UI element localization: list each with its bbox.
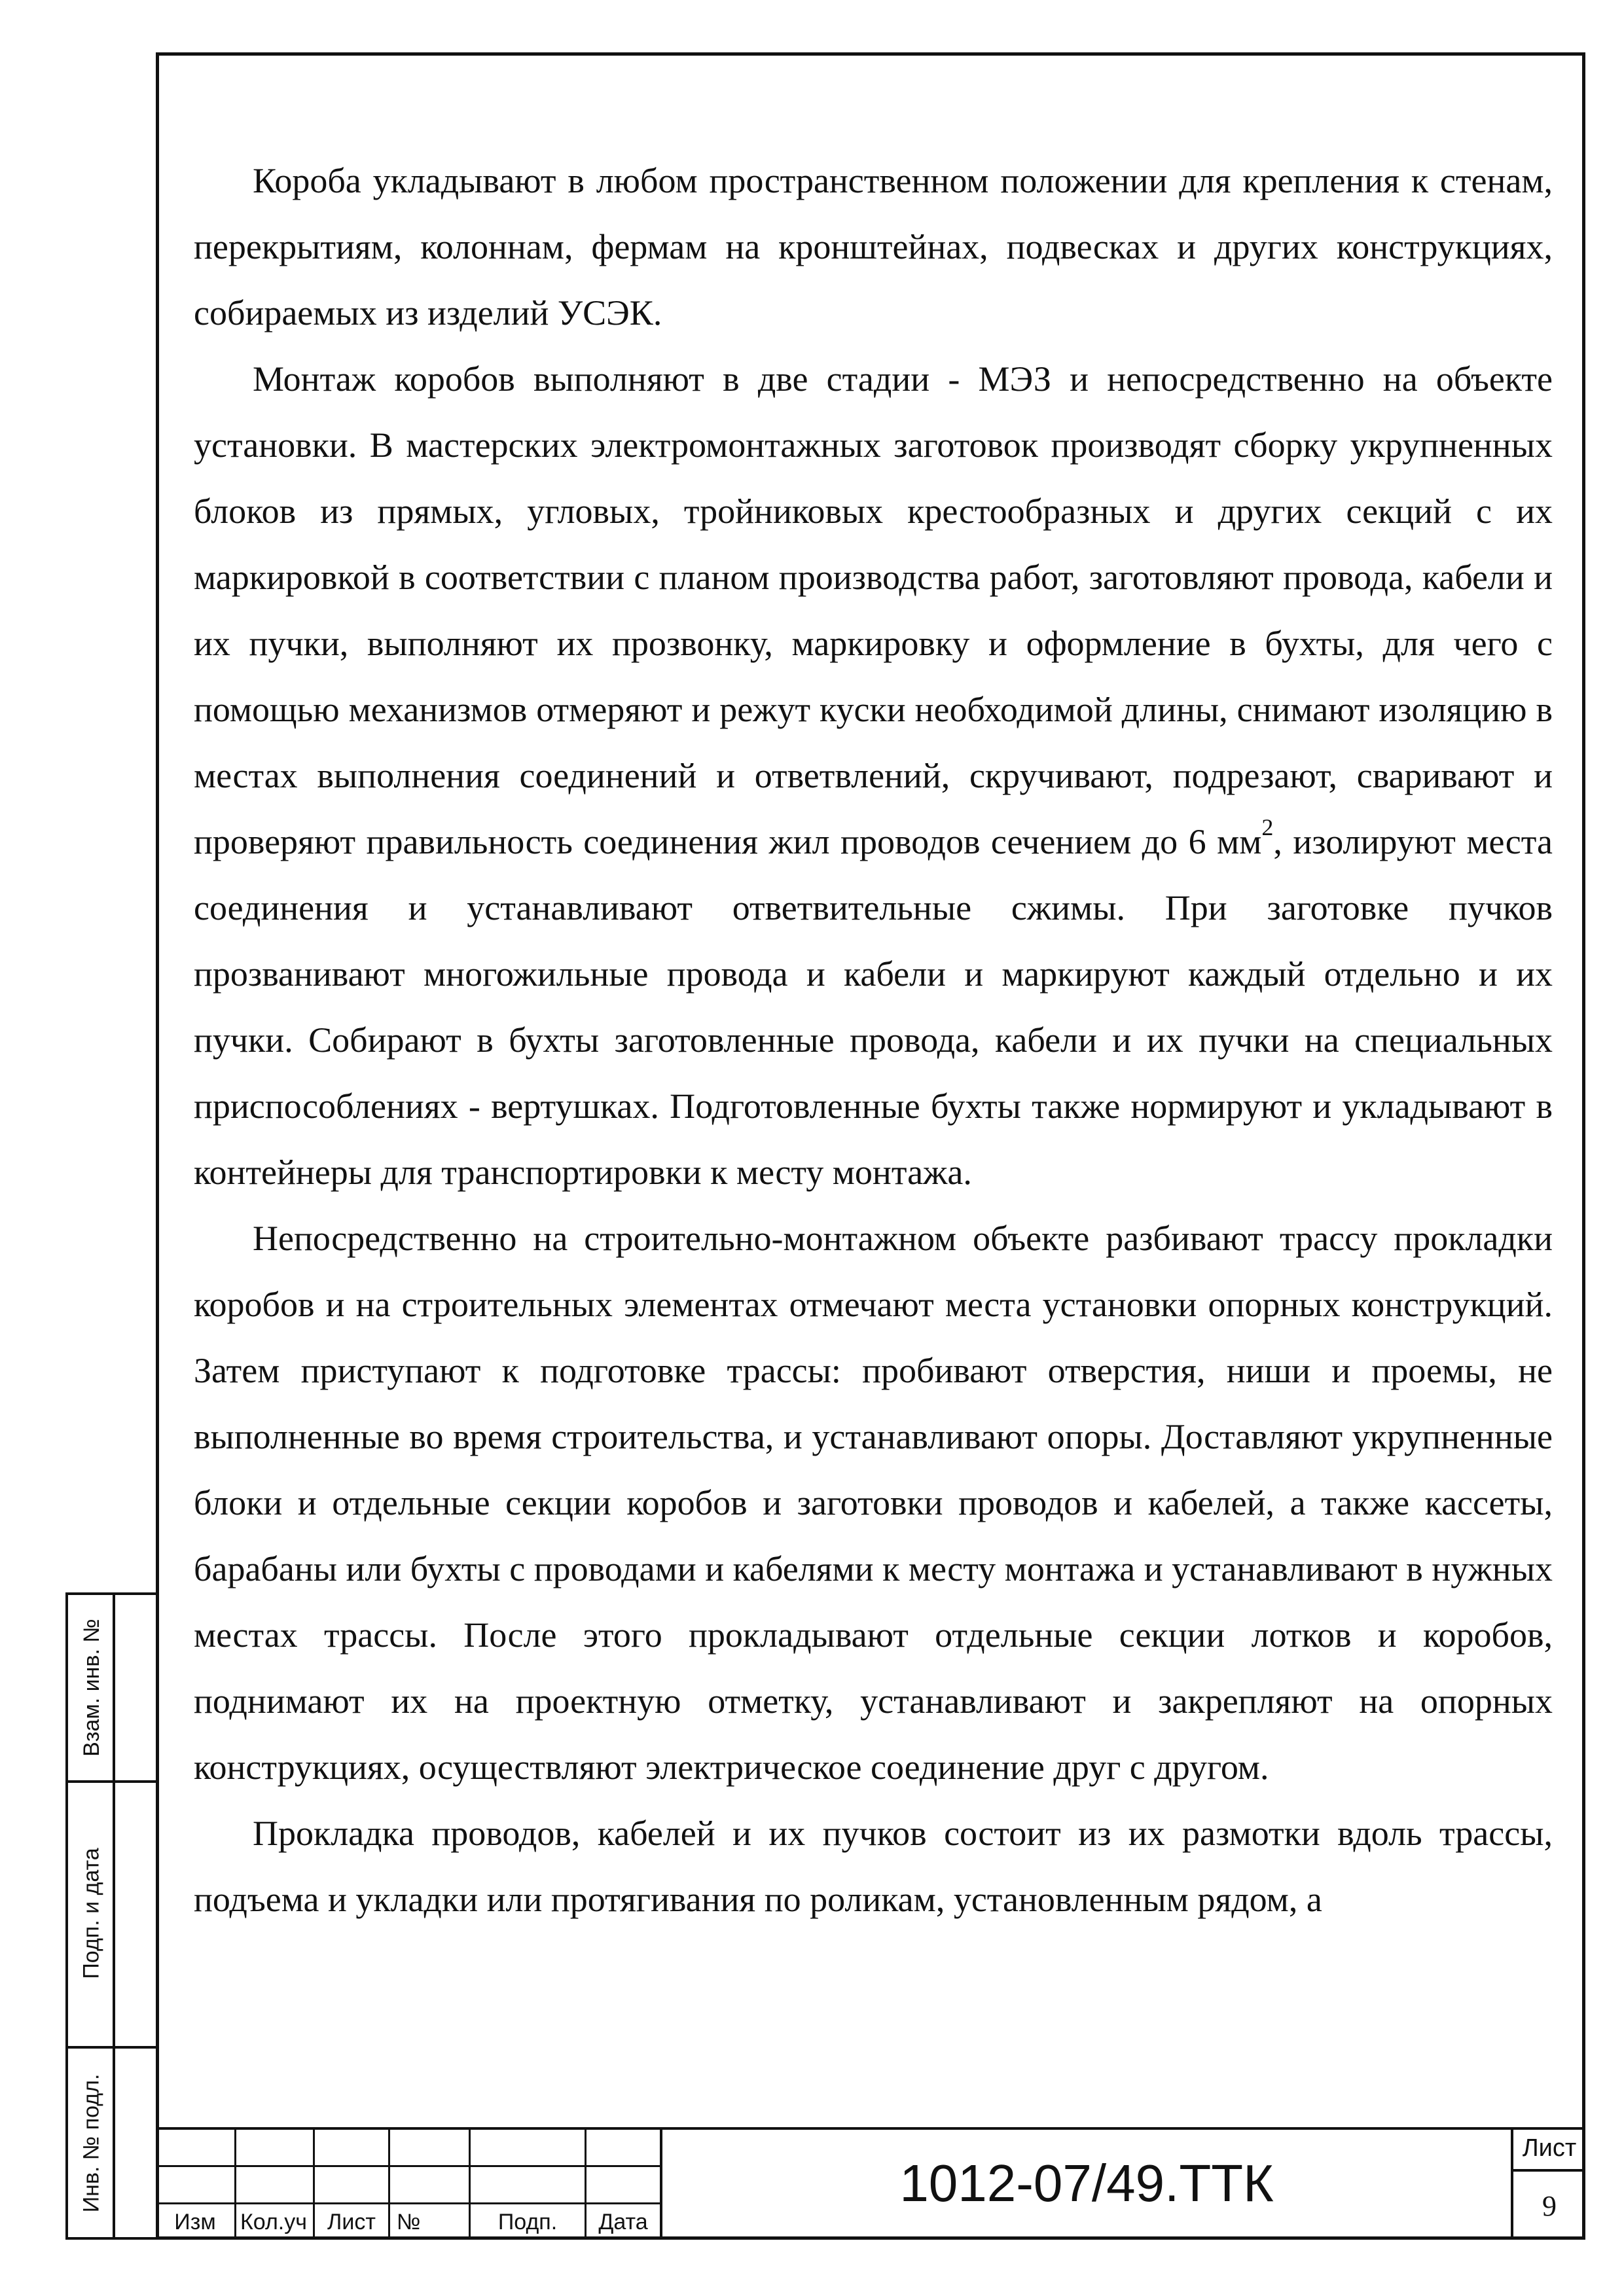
side-label-podp: Подп. и дата: [79, 1847, 104, 1979]
document-body: [194, 148, 1553, 1933]
side-strip-divider: [113, 1595, 115, 2237]
stamp-header-data: Дата: [598, 2209, 648, 2234]
stamp-header-izm: Изм: [174, 2209, 216, 2234]
side-strip: [65, 1592, 156, 2240]
sheet-number: 9: [1542, 2189, 1557, 2222]
document-number: 1012-07/49.ТТК: [899, 2154, 1274, 2212]
paragraph-2-part-1: Монтаж коробов выполняют в две стадии - МЭЗ и непосредственно на объекте установки. В мастерских электромонтажных заготовок производят сборку укрупненных блоков из прямых, угловых, тройниковых крестообразных и других секций с их маркировкой в соответствии с планом производства работ, заготовляют провода, кабели и их пучки, выполняют их прозвонку, маркировку и оформление в бухты, для чего с помощью механизмов отмеряют и режут куски необходимой длины, снимают изоляцию в местах выполнения соединений и ответвлений, скручивают, подрезают, сваривают и проверяют правильность соединения жил проводов сечением до 6 мм: [194, 359, 1553, 861]
paragraph-2: [194, 346, 1553, 1206]
stamp-header-podp: Подп.: [497, 2209, 558, 2234]
sheet-label: Лист: [1522, 2134, 1577, 2162]
paragraph-4: Прокладка проводов, кабелей и их пучков состоит из их размотки вдоль трассы, подъема и укладки или протягивания по роликам, установленным рядом, а: [194, 1814, 1553, 1919]
stamp-header-kol: Кол.уч: [240, 2209, 307, 2234]
side-label-vzam-cell: [71, 1595, 113, 1780]
side-label-vzam: Взам. инв. №: [79, 1619, 104, 1757]
stamp-header-num: №: [397, 2209, 421, 2234]
superscript: 2: [1261, 814, 1274, 840]
side-label-inv: Инв. № подл.: [79, 2073, 104, 2212]
title-block: [156, 2127, 1585, 2240]
paragraph-3: Непосредственно на строительно-монтажном объекте разбивают трассу прокладки коробов и на строительных элементах отмечают места установки опорных конструкций. Затем приступают к подготовке трассы: пробивают отверстия, ниши и проемы, не выполненные во время строительства, и устанавливают опоры. Доставляют укрупненные блоки и отдельные секции коробов и заготовки проводов и кабелей, а также кассеты, барабаны или бухты с проводами и кабелями к месту монтажа и устанавливают в нужных местах трассы. После этого прокладывают отдельные секции лотков и коробов, поднимают их на проектную отметку, устанавливают и закрепляют на опорных конструкциях, осуществляют электрическое соединение друг с другом.: [194, 1219, 1553, 1787]
paragraph-1: Короба укладывают в любом пространственном положении для крепления к стенам, перекрытиям, колоннам, фермам на кронштейнах, подвесках и других конструкциях, собираемых из изделий УСЭК.: [194, 161, 1553, 332]
paragraph-2-part-2: , изолируют места соединения и устанавливают ответвительные сжимы. При заготовке пучков прозванивают многожильные провода и кабели и маркируют каждый отдельно и их пучки. Собирают в бухты заготовленные провода, кабели и их пучки на специальных приспособлениях - вертушках. Подготовленные бухты также нормируют и укладывают в контейнеры для транспортировки к месту монтажа.: [194, 822, 1553, 1192]
side-label-inv-cell: [71, 2046, 113, 2240]
side-label-podp-cell: [71, 1780, 113, 2046]
stamp-header-list: Лист: [327, 2209, 376, 2234]
